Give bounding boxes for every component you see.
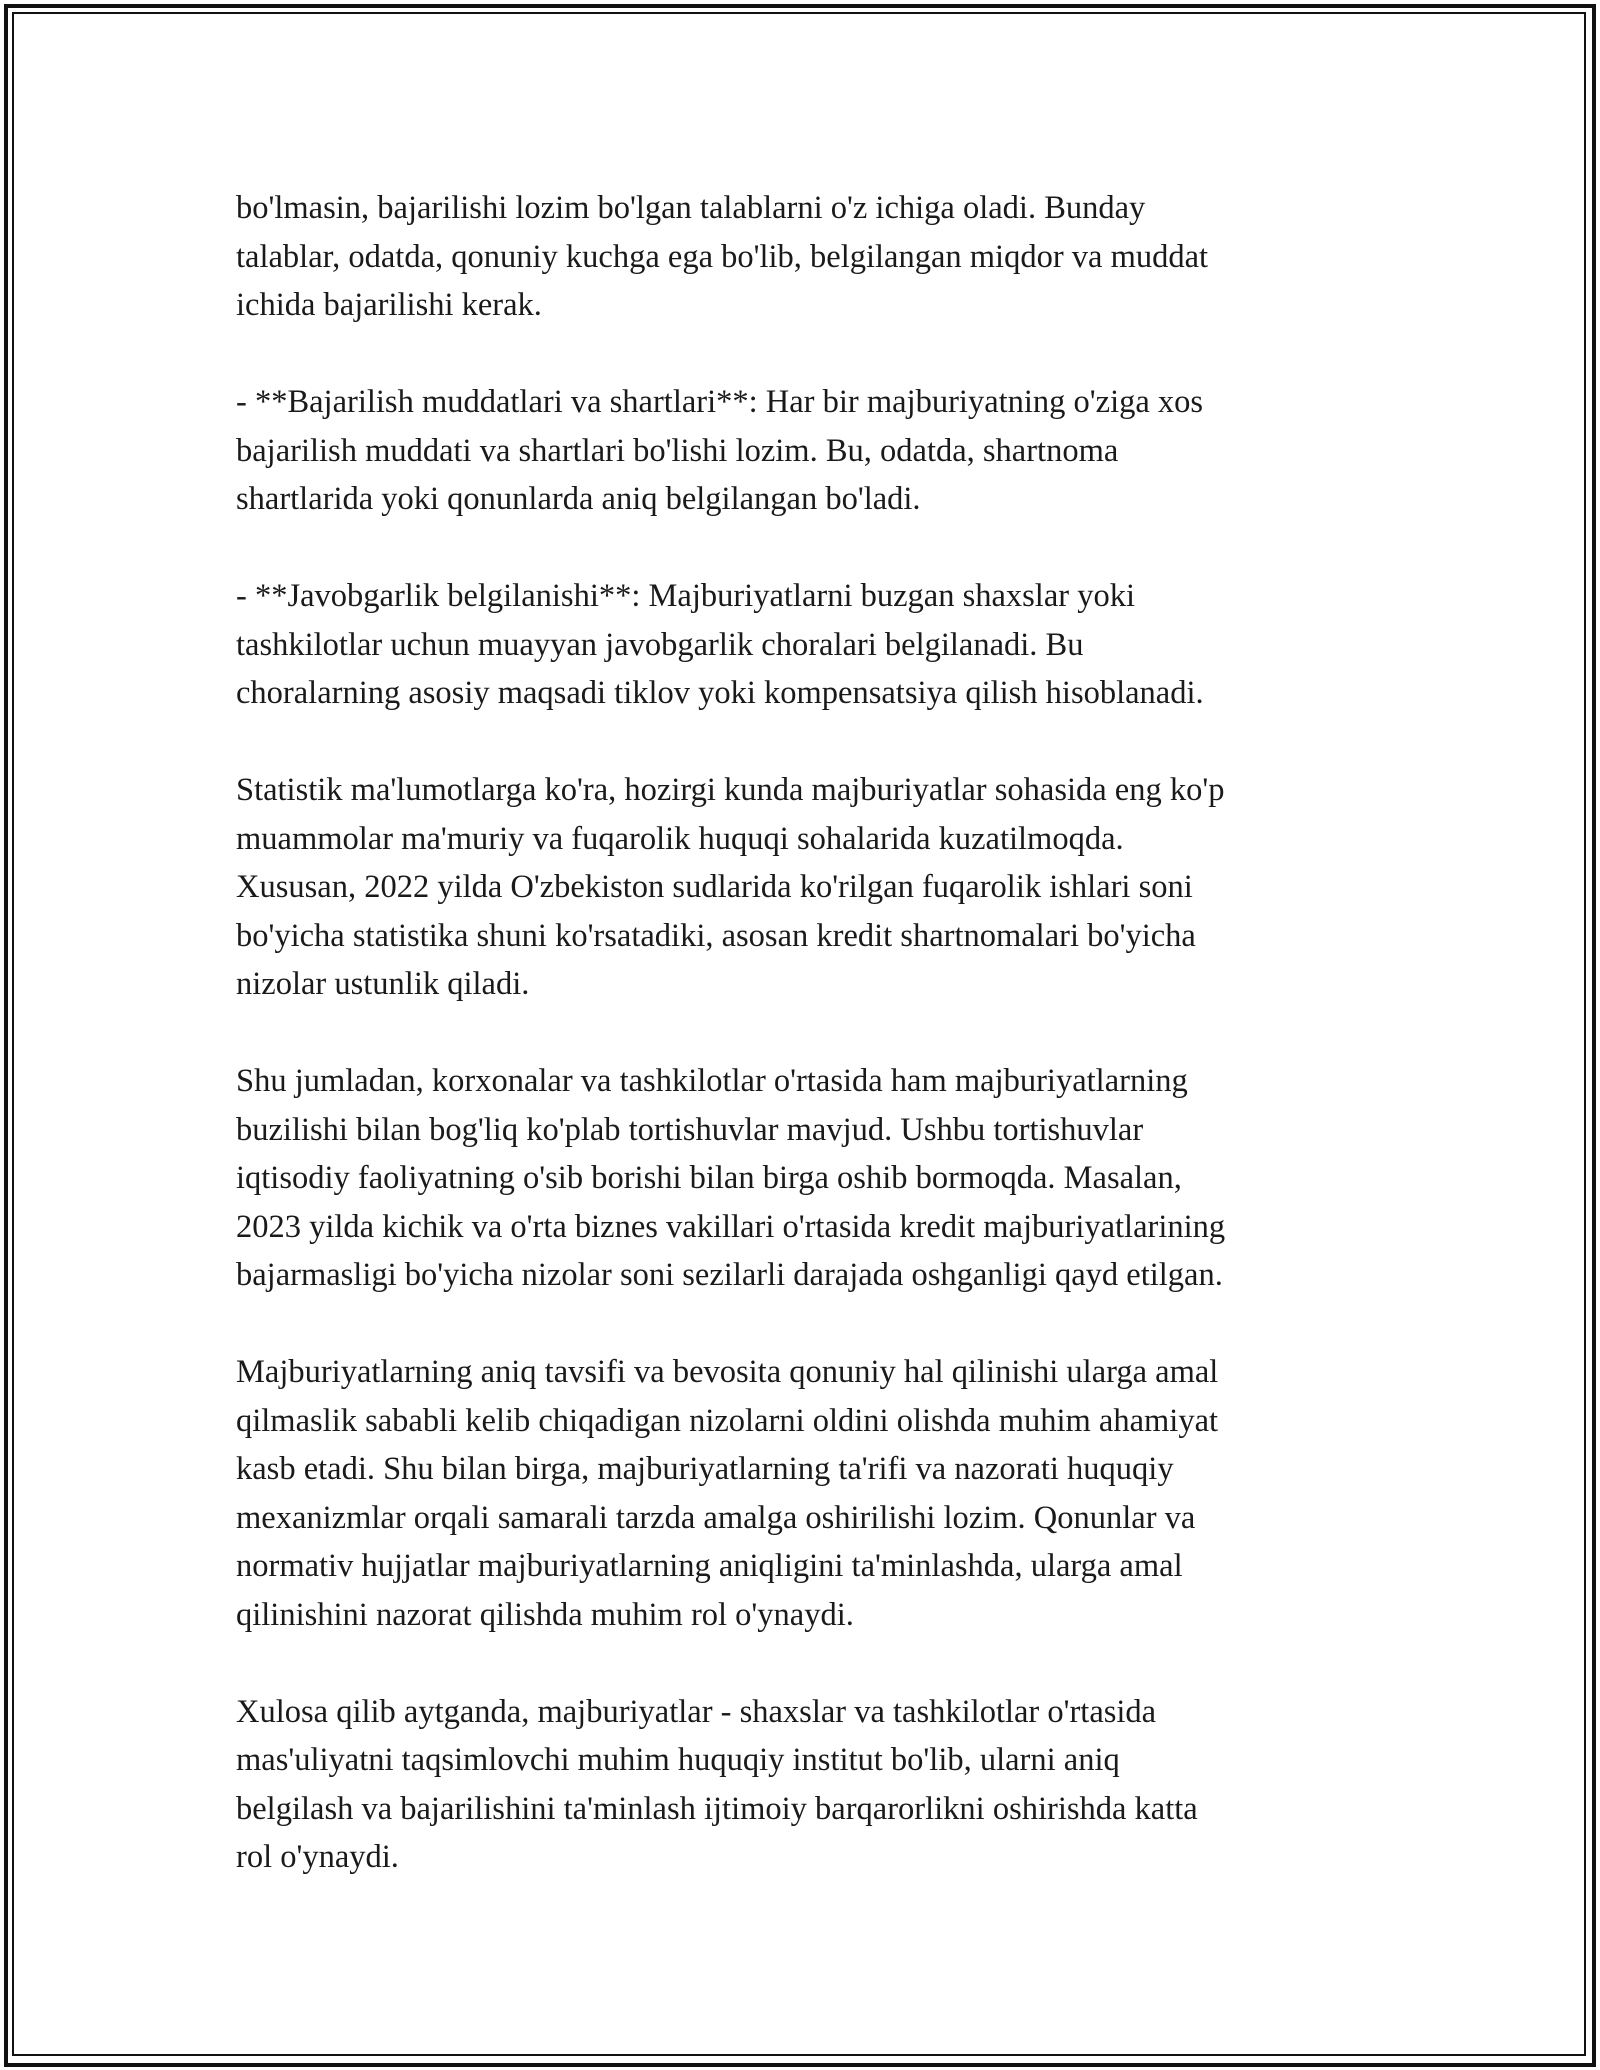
text-line: mas'uliyatni taqsimlovchi muhim huquqiy institut bo'lib, ularni aniq — [236, 1742, 1120, 1778]
text-line: Majburiyatlarning aniq tavsifi va bevosita qonuniy hal qilinishi ularga amal — [236, 1354, 1219, 1390]
paragraph — [236, 766, 1366, 1009]
text-line: ichida bajarilishi kerak. — [236, 287, 542, 323]
text-line: bo'yicha statistika shuni ko'rsatadiki, asosan kredit shartnomalari bo'yicha — [236, 917, 1196, 954]
text-line: mexanizmlar orqali samarali tarzda amalga oshirilishi lozim. Qonunlar va — [236, 1499, 1196, 1536]
text-line: buzilishi bilan bog'liq ko'plab tortishuvlar mavjud. Ushbu tortishuvlar — [236, 1111, 1144, 1148]
text-line: tashkilotlar uchun muayyan javobgarlik choralari belgilanadi. Bu — [236, 626, 1084, 663]
text-line: bo'lmasin, bajarilishi lozim bo'lgan talablarni o'z ichiga oladi. Bunday — [236, 190, 1146, 226]
text-line: normativ hujjatlar majburiyatlarning aniqligini ta'minlashda, ularga amal — [236, 1548, 1183, 1584]
text-line: choralarning asosiy maqsadi tiklov yoki kompensatsiya qilish hisoblanadi. — [236, 675, 1204, 711]
text-line: Xususan, 2022 yilda O'zbekiston sudlarida ko'rilgan fuqarolik ishlari soni — [236, 869, 1193, 905]
paragraph — [236, 572, 1366, 718]
paragraph — [236, 378, 1366, 524]
text-line: 2023 yilda kichik va o'rta biznes vakillari o'rtasida kredit majburiyatlarining — [236, 1208, 1226, 1245]
text-line: talablar, odatda, qonuniy kuchga ega bo'lib, belgilangan miqdor va muddat — [236, 238, 1209, 275]
paragraph — [236, 1057, 1366, 1300]
text-line: rol o'ynaydi. — [236, 1839, 399, 1875]
text-line: Xulosa qilib aytganda, majburiyatlar - shaxslar va tashkilotlar o'rtasida — [236, 1693, 1157, 1730]
text-line: Statistik ma'lumotlarga ko'ra, hozirgi kunda majburiyatlar sohasida eng ko'p — [236, 772, 1225, 808]
text-line: nizolar ustunlik qiladi. — [236, 966, 530, 1002]
text-line: kasb etadi. Shu bilan birga, majburiyatlarning ta'rifi va nazorati huquqiy — [236, 1451, 1174, 1487]
text-line: Shu jumladan, korxonalar va tashkilotlar o'rtasida ham majburiyatlarning — [236, 1063, 1188, 1099]
text-line: bajarmasligi bo'yicha nizolar soni sezilarli darajada oshganligi qayd etilgan. — [236, 1257, 1223, 1293]
text-line: shartlarida yoki qonunlarda aniq belgilangan bo'ladi. — [236, 481, 921, 517]
text-line: qilmaslik sababli kelib chiqadigan nizolarni oldini olishda muhim ahamiyat — [236, 1402, 1219, 1439]
paragraph — [236, 184, 1366, 330]
text-line: - **Bajarilish muddatlari va shartlari**: Har bir majburiyatning o'ziga xos — [236, 384, 1204, 420]
text-line: muammolar ma'muriy va fuqarolik huquqi sohalarida kuzatilmoqda. — [236, 820, 1124, 857]
paragraph — [236, 1348, 1366, 1639]
paragraph — [236, 1688, 1366, 1882]
document-body — [236, 184, 1366, 1930]
text-line: - **Javobgarlik belgilanishi**: Majburiyatlarni buzgan shaxslar yoki — [236, 578, 1135, 614]
text-line: bajarilish muddati va shartlari bo'lishi lozim. Bu, odatda, shartnoma — [236, 432, 1119, 469]
text-line: belgilash va bajarilishini ta'minlash ijtimoiy barqarorlikni oshirishda katta — [236, 1790, 1198, 1827]
text-line: iqtisodiy faoliyatning o'sib borishi bilan birga oshib bormoqda. Masalan, — [236, 1160, 1182, 1196]
text-line: qilinishini nazorat qilishda muhim rol o'ynaydi. — [236, 1596, 854, 1633]
